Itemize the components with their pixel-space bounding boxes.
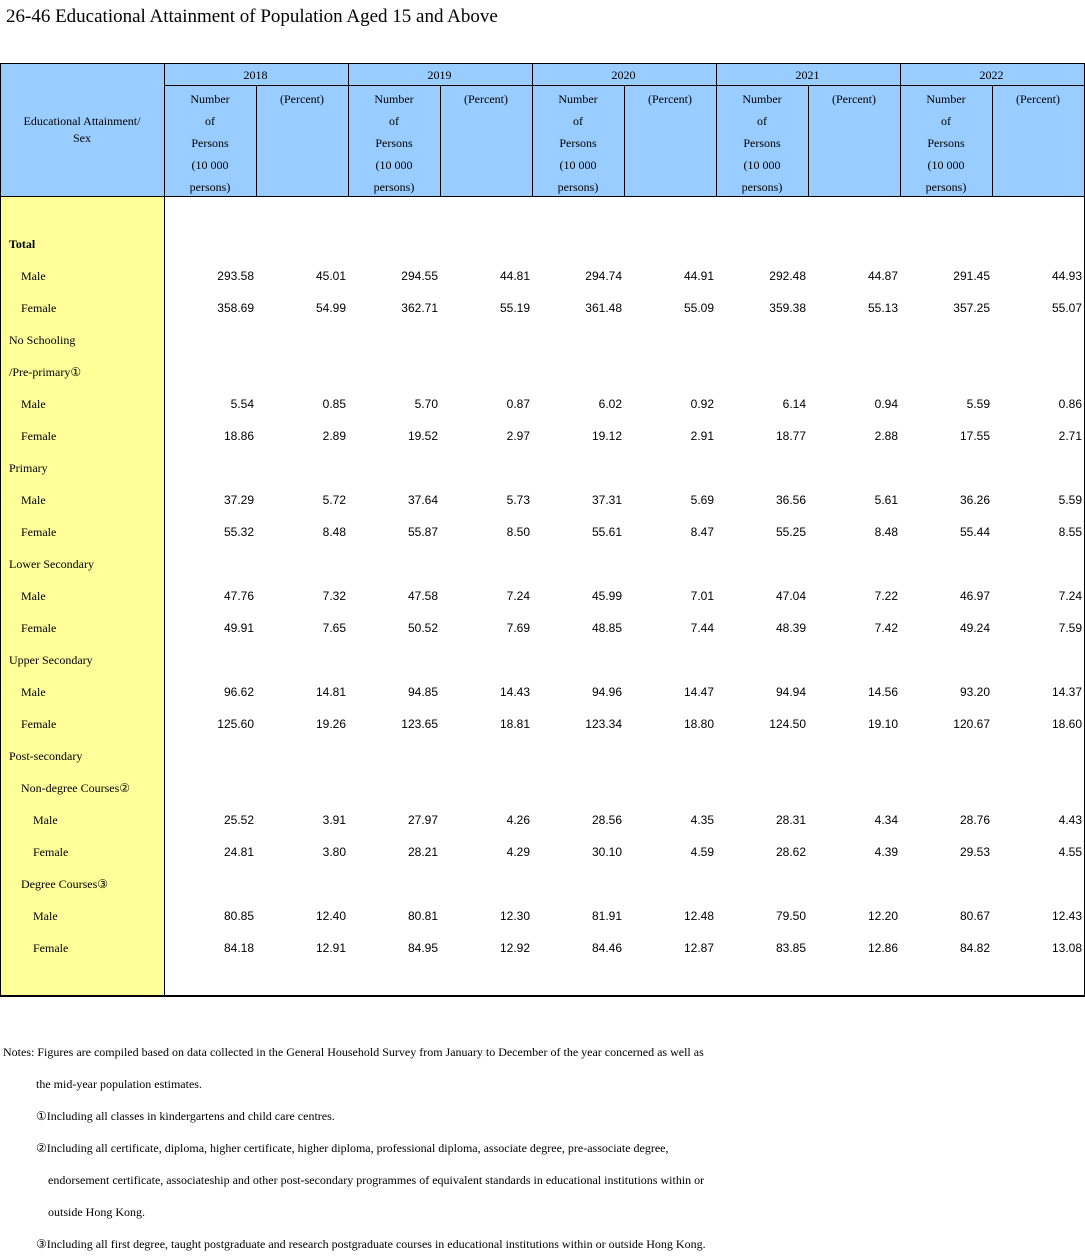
year-header: 2021 — [795, 68, 820, 82]
persons-value-cell: 17.55 — [959, 429, 990, 443]
percent-value-cell: 12.91 — [315, 941, 346, 955]
percent-value-cell: 12.40 — [315, 909, 346, 923]
percent-value-cell: 8.48 — [874, 525, 898, 539]
percent-value-cell: 4.26 — [506, 813, 530, 827]
percent-value-cell: 12.92 — [499, 941, 530, 955]
percent-value-cell: 44.93 — [1051, 269, 1082, 283]
row-label: Female — [33, 845, 69, 859]
persons-value-cell: 294.55 — [401, 269, 438, 283]
persons-value-cell: 80.85 — [223, 909, 254, 923]
year-header: 2020 — [611, 68, 636, 82]
percent-value-cell: 7.65 — [322, 621, 346, 635]
persons-value-cell: 6.14 — [782, 397, 806, 411]
number-header-line: Number — [926, 92, 966, 106]
percent-value-cell: 14.47 — [683, 685, 714, 699]
percent-value-cell: 7.59 — [1058, 621, 1082, 635]
persons-value-cell: 45.99 — [591, 589, 622, 603]
percent-value-cell: 18.81 — [499, 717, 530, 731]
persons-value-cell: 359.38 — [769, 301, 806, 315]
year-header: 2022 — [979, 68, 1004, 82]
percent-value-cell: 0.86 — [1058, 397, 1082, 411]
number-header-line: persons) — [741, 180, 783, 194]
persons-value-cell: 5.54 — [230, 397, 254, 411]
percent-value-cell: 8.55 — [1058, 525, 1082, 539]
persons-value-cell: 24.81 — [223, 845, 254, 859]
persons-value-cell: 94.96 — [591, 685, 622, 699]
persons-value-cell: 55.32 — [223, 525, 254, 539]
persons-value-cell: 36.56 — [775, 493, 806, 507]
number-header-line: Persons — [743, 136, 781, 150]
percent-value-cell: 0.92 — [690, 397, 714, 411]
number-of-persons-header — [900, 88, 992, 198]
number-header-line: of — [573, 114, 583, 128]
percent-value-cell: 12.20 — [867, 909, 898, 923]
note-line: outside Hong Kong. — [48, 1205, 145, 1219]
persons-value-cell: 49.91 — [223, 621, 254, 635]
subcolumn-divider-rule — [808, 86, 809, 197]
persons-value-cell: 50.52 — [407, 621, 438, 635]
subcolumn-divider-rule — [256, 86, 257, 197]
row-label: Female — [21, 429, 57, 443]
row-label: No Schooling — [9, 333, 76, 347]
persons-value-cell: 19.12 — [591, 429, 622, 443]
persons-value-cell: 19.52 — [407, 429, 438, 443]
persons-value-cell: 29.53 — [959, 845, 990, 859]
percent-value-cell: 14.56 — [867, 685, 898, 699]
persons-value-cell: 37.64 — [407, 493, 438, 507]
percent-value-cell: 2.88 — [874, 429, 898, 443]
subcolumn-divider-rule — [992, 86, 993, 197]
note-line: ③Including all first degree, taught postgraduate and research postgraduate courses in educational institutions within or outside Hong Kong. — [36, 1237, 706, 1251]
percent-value-cell: 7.32 — [322, 589, 346, 603]
row-label: /Pre-primary① — [9, 365, 82, 379]
percent-value-cell: 0.94 — [874, 397, 898, 411]
year-divider-rule — [532, 63, 533, 197]
row-label: Post-secondary — [9, 749, 83, 763]
percent-value-cell: 4.34 — [874, 813, 898, 827]
number-header-line: (10 000 — [191, 158, 229, 172]
percent-value-cell: 55.09 — [683, 301, 714, 315]
number-header-line: (10 000 — [927, 158, 965, 172]
row-label: Female — [21, 525, 57, 539]
row-label: Lower Secondary — [9, 557, 94, 571]
number-header-line: Persons — [559, 136, 597, 150]
percent-value-cell: 55.19 — [499, 301, 530, 315]
year-header: 2018 — [243, 68, 268, 82]
persons-value-cell: 120.67 — [953, 717, 990, 731]
percent-value-cell: 12.48 — [683, 909, 714, 923]
subcolumn-divider-rule — [624, 86, 625, 197]
table-top-rule — [0, 63, 1085, 64]
row-label: Total — [9, 237, 36, 251]
row-label: Male — [21, 589, 46, 603]
persons-value-cell: 18.77 — [775, 429, 806, 443]
percent-value-cell: 12.43 — [1051, 909, 1082, 923]
number-header-line: Number — [558, 92, 598, 106]
persons-value-cell: 55.44 — [959, 525, 990, 539]
percent-value-cell: 44.81 — [499, 269, 530, 283]
percent-value-cell: 8.47 — [690, 525, 714, 539]
percent-value-cell: 5.59 — [1058, 493, 1082, 507]
persons-value-cell: 94.94 — [775, 685, 806, 699]
number-header-line: of — [389, 114, 399, 128]
subcolumn-divider-rule — [440, 86, 441, 197]
percent-value-cell: 0.85 — [322, 397, 346, 411]
number-of-persons-header — [348, 88, 440, 198]
percent-value-cell: 19.26 — [315, 717, 346, 731]
percent-value-cell: 7.01 — [690, 589, 714, 603]
row-label: Upper Secondary — [9, 653, 93, 667]
number-header-line: persons) — [557, 180, 599, 194]
percent-value-cell: 14.37 — [1051, 685, 1082, 699]
percent-value-cell: 2.97 — [506, 429, 530, 443]
percent-value-cell: 18.60 — [1051, 717, 1082, 731]
percent-header: (Percent) — [464, 92, 508, 106]
number-header-line: (10 000 — [559, 158, 597, 172]
percent-header: (Percent) — [280, 92, 324, 106]
row-label: Male — [21, 269, 46, 283]
persons-value-cell: 49.24 — [959, 621, 990, 635]
percent-value-cell: 0.87 — [506, 397, 530, 411]
percent-value-cell: 18.80 — [683, 717, 714, 731]
percent-value-cell: 45.01 — [315, 269, 346, 283]
percent-value-cell: 19.10 — [867, 717, 898, 731]
number-header-line: persons) — [373, 180, 415, 194]
row-label: Male — [33, 909, 58, 923]
persons-value-cell: 28.76 — [959, 813, 990, 827]
persons-value-cell: 18.86 — [223, 429, 254, 443]
persons-value-cell: 37.31 — [591, 493, 622, 507]
percent-value-cell: 5.61 — [874, 493, 898, 507]
note-line: ②Including all certificate, diploma, higher certificate, higher diploma, professional diploma, associate degree, pre-associate degree, — [36, 1141, 669, 1155]
persons-value-cell: 84.95 — [407, 941, 438, 955]
persons-value-cell: 362.71 — [401, 301, 438, 315]
number-of-persons-header — [716, 88, 808, 198]
percent-value-cell: 55.07 — [1051, 301, 1082, 315]
persons-value-cell: 84.82 — [959, 941, 990, 955]
percent-value-cell: 54.99 — [315, 301, 346, 315]
row-label: Degree Courses③ — [21, 877, 109, 891]
percent-header: (Percent) — [832, 92, 876, 106]
persons-value-cell: 47.58 — [407, 589, 438, 603]
percent-value-cell: 8.50 — [506, 525, 530, 539]
percent-value-cell: 4.55 — [1058, 845, 1082, 859]
percent-value-cell: 7.24 — [506, 589, 530, 603]
percent-value-cell: 7.44 — [690, 621, 714, 635]
persons-value-cell: 125.60 — [217, 717, 254, 731]
persons-value-cell: 46.97 — [959, 589, 990, 603]
persons-value-cell: 94.85 — [407, 685, 438, 699]
persons-value-cell: 6.02 — [598, 397, 622, 411]
percent-value-cell: 14.81 — [315, 685, 346, 699]
row-label: Non-degree Courses② — [21, 781, 131, 795]
persons-value-cell: 361.48 — [585, 301, 622, 315]
persons-value-cell: 84.46 — [591, 941, 622, 955]
persons-value-cell: 80.81 — [407, 909, 438, 923]
percent-value-cell: 5.73 — [506, 493, 530, 507]
percent-value-cell: 3.91 — [322, 813, 346, 827]
persons-value-cell: 81.91 — [591, 909, 622, 923]
percent-value-cell: 5.72 — [322, 493, 346, 507]
percent-value-cell: 2.91 — [690, 429, 714, 443]
row-label: Male — [21, 493, 46, 507]
percent-value-cell: 4.43 — [1058, 813, 1082, 827]
year-divider-rule — [348, 63, 349, 197]
row-label: Female — [21, 717, 57, 731]
number-header-line: Persons — [375, 136, 413, 150]
persons-value-cell: 79.50 — [775, 909, 806, 923]
number-header-line: Number — [190, 92, 230, 106]
persons-value-cell: 294.74 — [585, 269, 622, 283]
persons-value-cell: 47.04 — [775, 589, 806, 603]
persons-value-cell: 55.61 — [591, 525, 622, 539]
persons-value-cell: 28.56 — [591, 813, 622, 827]
persons-value-cell: 30.10 — [591, 845, 622, 859]
percent-value-cell: 7.22 — [874, 589, 898, 603]
row-label: Male — [21, 685, 46, 699]
notes — [3, 1036, 1083, 1260]
persons-value-cell: 5.59 — [966, 397, 990, 411]
number-of-persons-header — [532, 88, 624, 198]
percent-value-cell: 4.29 — [506, 845, 530, 859]
number-header-line: (10 000 — [743, 158, 781, 172]
persons-value-cell: 123.65 — [401, 717, 438, 731]
number-header-line: (10 000 — [375, 158, 413, 172]
persons-value-cell: 292.48 — [769, 269, 806, 283]
persons-value-cell: 36.26 — [959, 493, 990, 507]
persons-value-cell: 357.25 — [953, 301, 990, 315]
number-header-line: of — [941, 114, 951, 128]
percent-header: (Percent) — [1016, 92, 1060, 106]
percent-value-cell: 55.13 — [867, 301, 898, 315]
persons-value-cell: 28.62 — [775, 845, 806, 859]
percent-value-cell: 8.48 — [322, 525, 346, 539]
percent-value-cell: 14.43 — [499, 685, 530, 699]
number-header-line: Persons — [927, 136, 965, 150]
persons-value-cell: 28.21 — [407, 845, 438, 859]
persons-value-cell: 123.34 — [585, 717, 622, 731]
persons-value-cell: 5.70 — [414, 397, 438, 411]
row-label-header: Educational Attainment/ Sex — [23, 114, 141, 145]
percent-value-cell: 7.69 — [506, 621, 530, 635]
row-label: Male — [33, 813, 58, 827]
row-label: Female — [33, 941, 69, 955]
page-title: 26-46 Educational Attainment of Population Aged 15 and Above — [6, 6, 498, 27]
number-header-line: persons) — [189, 180, 231, 194]
note-line: ①Including all classes in kindergartens and child care centres. — [36, 1109, 335, 1123]
persons-value-cell: 80.67 — [959, 909, 990, 923]
table-left-rule — [0, 63, 1, 997]
percent-value-cell: 12.87 — [683, 941, 714, 955]
persons-value-cell: 55.25 — [775, 525, 806, 539]
persons-value-cell: 293.58 — [217, 269, 254, 283]
percent-value-cell: 4.39 — [874, 845, 898, 859]
number-header-line: Persons — [191, 136, 229, 150]
persons-value-cell: 55.87 — [407, 525, 438, 539]
percent-value-cell: 4.59 — [690, 845, 714, 859]
year-divider-rule — [716, 63, 717, 197]
percent-value-cell: 7.24 — [1058, 589, 1082, 603]
persons-value-cell: 124.50 — [769, 717, 806, 731]
percent-value-cell: 5.69 — [690, 493, 714, 507]
percent-header: (Percent) — [648, 92, 692, 106]
percent-value-cell: 13.08 — [1051, 941, 1082, 955]
persons-value-cell: 291.45 — [953, 269, 990, 283]
number-header-line: Number — [742, 92, 782, 106]
percent-value-cell: 2.71 — [1058, 429, 1082, 443]
note-line: the mid-year population estimates. — [36, 1077, 202, 1091]
persons-value-cell: 48.85 — [591, 621, 622, 635]
note-line: Notes: Figures are compiled based on data collected in the General Household Survey from January to December of the year concerned as well as — [3, 1045, 704, 1059]
year-header: 2019 — [427, 68, 452, 82]
persons-value-cell: 27.97 — [407, 813, 438, 827]
persons-value-cell: 96.62 — [223, 685, 254, 699]
row-label: Female — [21, 301, 57, 315]
persons-value-cell: 25.52 — [223, 813, 254, 827]
persons-value-cell: 48.39 — [775, 621, 806, 635]
persons-value-cell: 83.85 — [775, 941, 806, 955]
row-label: Male — [21, 397, 46, 411]
number-header-line: of — [205, 114, 215, 128]
persons-value-cell: 37.29 — [223, 493, 254, 507]
note-line: endorsement certificate, associateship and other post-secondary programmes of equivalent standards in educational institutions within or — [48, 1173, 705, 1187]
row-label: Primary — [9, 461, 48, 475]
percent-value-cell: 4.35 — [690, 813, 714, 827]
persons-value-cell: 84.18 — [223, 941, 254, 955]
percent-value-cell: 2.89 — [322, 429, 346, 443]
percent-value-cell: 3.80 — [322, 845, 346, 859]
persons-value-cell: 47.76 — [223, 589, 254, 603]
header-bottom-rule — [0, 196, 1085, 197]
number-header-line: persons) — [925, 180, 967, 194]
percent-value-cell: 12.86 — [867, 941, 898, 955]
number-of-persons-header — [164, 88, 256, 198]
number-header-line: of — [757, 114, 767, 128]
number-header-line: Number — [374, 92, 414, 106]
persons-value-cell: 28.31 — [775, 813, 806, 827]
table-bottom-rule — [0, 995, 1085, 997]
row-label: Female — [21, 621, 57, 635]
persons-value-cell: 358.69 — [217, 301, 254, 315]
percent-value-cell: 7.42 — [874, 621, 898, 635]
year-divider-rule — [900, 63, 901, 197]
percent-value-cell: 44.87 — [867, 269, 898, 283]
percent-value-cell: 44.91 — [683, 269, 714, 283]
persons-value-cell: 93.20 — [959, 685, 990, 699]
percent-value-cell: 12.30 — [499, 909, 530, 923]
